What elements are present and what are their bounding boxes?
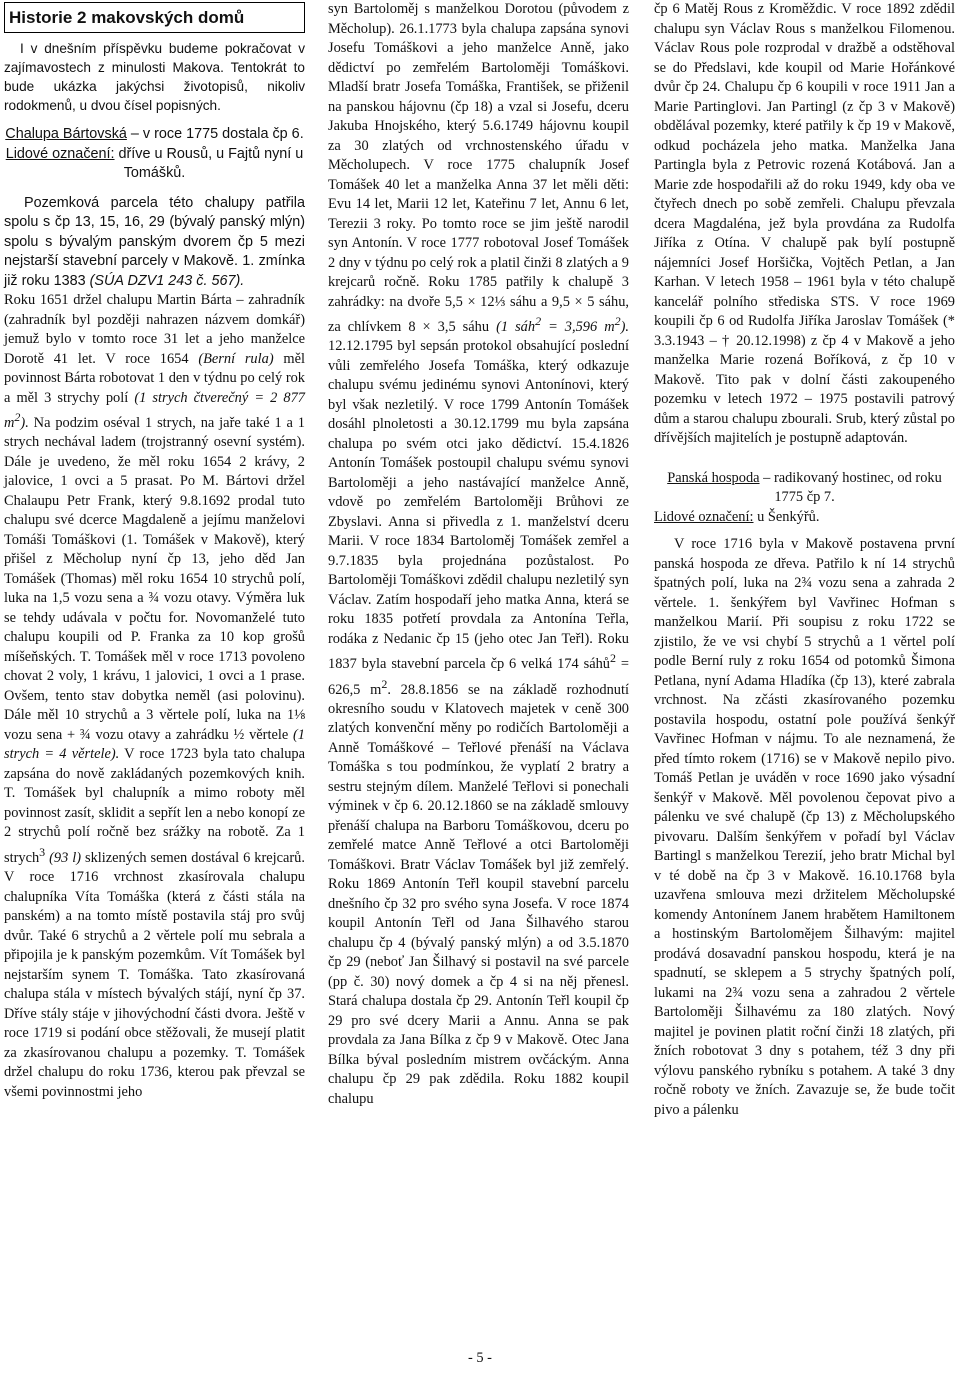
chalupa-parcel-paragraph (4, 194, 305, 292)
column-1 (4, 0, 305, 1102)
article-intro: I v dnešním příspěvku budeme pokračovat v zajímavostech z minulosti Makova. Tentokrát to bude ukázka jakýchsi životopisů, nikoliv rodokmenů, u dvou čísel popisných. (4, 41, 305, 113)
col1-text-a: Roku 1651 držel chalupu Martin Bárta – zahradník (zahradník byl později nahrazen názvem domkář) jemuž bylo v tomto roce 31 let a jeho manželce Dorotě 41 let. V roce 1654 (4, 292, 305, 367)
citation: (SÚA DZV1 243 č. 567). (89, 272, 245, 289)
section-heading-chalupa (4, 125, 305, 145)
hospoda-heading-rest: – radikovaný hostinec, od roku 1775 čp 7. (759, 469, 942, 505)
hospoda-alias (654, 508, 955, 528)
liters-note: (93 l) (49, 849, 82, 866)
col1-text-b: měl povinnost Bárta robotovat 1 den v týdnu po celý rok a měl 3 strychy polí (4, 350, 305, 406)
chalupa-alias (4, 145, 305, 184)
col1-text-c: Na podzim oséval 1 strych, na jaře také 1 a 1 strych nechával ladem (trojstranný osevní systém). Dále je uvedeno, že měl roku 1654 2 krávy, 2 jalovice, 1 ovci a 5 prasat. Po M. Bártovi držel Chalaupu Petr Frank, který 9.8.1692 prodal tuto chalupu své dcerce Magdaleně a jejímu manželovi Tomáši Tomáškovi (1. Tomášek v Makově), který přišel z Měcholup nyní čp 13, jeho děd Jan Tomášek (Thomas) měl roku 1654 10 strychů polí, luka na 1,5 vozu sena a ¾ vozu otavy. Výměra luk se tehdy udávala v počtu for. Novomanželé tuto chalupu koupili od P. Franka za 10 kop grošů míšeňských. T. Tomášek měl v roce 1713 povoleno chovat 2 voly, 1 krávu, 1 jalovici, 1 ovci a 1 prase. Ovšem, tento stav dobytka neměl (asi polovinu). Dále měl 10 strychů a 3 věrtele polí, luka na 1⅛ vozu sena + ¾ vozu otavy a zahrádku ½ věrtele (4, 414, 305, 743)
sah-note: (1 sáh$^2$ = 3,596 $m^2$). (496, 314, 629, 335)
col2-text-d: . 28.8.1856 se na základě rozhodnutí okresního soudu v Klatovech majetek v ceně 300 zlatých konvenční měny po rodičích Bartoloměji a Anně Tomáškové – Teřlové přenáší na Václava Tomáška s tou podmínkou, že vyplatí 2 bratry a sestru stejným dílem. Manželé Teřlovi si ponechali výminek v čp 6. 20.12.1860 se na základě smlouvy přenáší chalupa na Barboru Tomáškovou, dceru po zemřelé matce Anně Teřlové a otci Bartoloměji Tomáškovi. Bratr Václav Tomášek byl již zemřelý. Roku 1869 Antonín Teřl koupil stavební parcelu dnešního čp 32 pro svého syna Josefa. V roce 1874 koupil Antonín Teřl od Jana Šilhavého starou chalupu čp 4 (bývalý panský mlýn) a od 3.5.1870 čp 29 (neboť Jan Šilhavý si postavil na své parcele (pp č. 30) nový domek a čp 4 si na něj přenesl. Stará chalupa dostala čp 29. Antonín Teřl koupil čp 29 pro své dcery Marii a Annu. Anna se pak provdala za Jana Bílka z čp 9 v Makově. Otec Jana Bílka býval posledním mistrem ovčáckým. Anna chalupu čp 29 pak zdědila. Roku 1882 koupil chalupu (328, 681, 629, 1107)
section-heading-hospoda (654, 469, 955, 508)
hospoda-paragraph: V roce 1716 byla v Makově postavena první panská hospoda ze dřeva. Patřilo k ní 14 strychů špatných polí, luka na 2¾ vozu sena a zahrada 2 věrtele. 1. šenkýřem byl Vavřinec Hofman s manželkou Marií. Při soupisu z roku 1722 se zjistilo, že ve vsi chybí 5 strychů a 1 věrtel polí podle Berní ruly z roku 1654 od potomků Šimona Petlana, nyní Adama Hladíka (čp 13), které zabrala vrchnost. Na zčásti zkasírovaného pozemku postavila hospodu, ostatní pole používá šenkýř Vavřinec Hofman v nájmu. To ale neznamená, že před tímto rokem (1716) se v Makově nepilo pivo. Tomáš Petlan je uváděn v roce 1690 jako výsadní šenkýř v Makově. Měl povolenou čepovat pivo a pálenku ve své chalupě (čp 13) z Měcholupského pivovaru. Dalším šenkýřem v pořadí byl Václav Bartingl s manželkou Terezií, jeho bratr Michal byl v té době na čp 3 v Makově. 16.10.1768 byla uzavřena smlouva mezi držitelem Měcholupské komendy Antonínem Janem hrabětem Hamiltonem a hostinským Bartolomějem Šilhavým: majitel prodává dosavadní panskou hospodu, která je na spadnutí, se sklepem a 5 strychy špatných polí, lukami na 2¾ vozu sena a zahradou 2 věrtele Bartoloměji Šilhavému za 180 zlatých. Nový majitel je povinen platit roční činži 18 zlatých, při žních robotovat 3 dny s potahem, též 3 dny při výlovu panského rybníku s potahem. A také 3 dny ročně roboty ve žních. Zavazuje se, že bude točit pivo a pálenku (654, 536, 955, 1118)
page-number: - 5 - (468, 1350, 492, 1366)
sup-3: 3 (39, 844, 46, 859)
section-gap (654, 449, 955, 469)
chalupa-continued-paragraph: syn Bartoloměj s manželkou Dorotou (původem z Měcholup). 26.1.1773 byla chalupa zapsána synovi Josefu Tomáškovi a jeho manželce Anně, jako dědictví po zemřelém Bartoloměji Tomáškovi. Mladší bratr Josefa Tomáška, František, se přiženil na panskou hájovnu (čp 18) a vzal si Josefu, dceru Jakuba Hnojského, který 5.6.1749 hájovnu koupil za 30 zlatých od vrchnostenského úřadu v Měcholupech. V roce 1775 chalupník Josef Tomášek 40 let a manželka Anna 37 let měli děti: Evu 14 let, Marii 12 let, Kateřinu 7 let, Annu 6 let, Terezii 3 roky. Po tomto roce se jim ještě narodil syn Antonín. V roce 1777 robotoval Josef Tomášek 2 dny v týdnu po celý rok a platil činži 8 zlatých a 9 krejcarů ročně. Roku 1785 patřily k chalupě 3 zahrádky: na dvoře 5,5 × 12⅓ sáhu a 9,5 × 5 sáhu, za chlívkem 8 × 3,5 sáhu (1 sáh$^2$ = 3,596 $m^2$). 12.12.1795 byl sepsán protokol obsahující poslední vůli zemřelého Josefa Tomáška, který odkazuje chalupu svému jedinému synovi Antonínovi, který byl však nezletilý. V roce 1799 Antonín Tomášek dosáhl plnoletosti a 30.12.1799 mu byla zapsána chalupa po svém otci jako dědictví. 15.4.1826 Antonín Tomášek postoupil chalupu svému synovi Bartoloměji a jeho nastávající manželce Anně, vdově po zemřelém Bartoloměji Brůhovi ze Zbyslavi. Anna si přivedla z 1. manželství dceru Marii. V roce 1834 Bartoloměj Tomášek zemřel a 9.7.1835 byla projednána pozůstalost. Po Bartoloměji Tomáškovi zdědil chalupu nezletilý syn Václav. Zatím hospodaří jeho matka Anna, která se roku 1835 potřetí provdala za Antonína Teřla, rodáka z Nedanic čp 15 (jeho otec Jan Teřl). Roku 1837 byla stavební parcela čp 6 velká 174 sáhů$^2$ = 626,5 $m^2$. 28.8.1856 se na základě rozhodnutí okresního soudu v Klatovech majetek v ceně 300 zlatých konvenční měny po rodičích Bartoloměji a Anně Tomáškové – Teřlové přenáší na Václava Tomáška s tou podmínkou, že vyplatí 2 bratry a sestru stejným dílem. Manželé Teřlovi si ponechali výminek v čp 6. 20.12.1860 se na základě smlouvy přenáší chalupa na Barboru Tomáškovou, dceru po zemřelé matce Anně Teřlové a otci Bartoloměji Tomáškovi. Bratr Václav Tomášek byl již zemřelý. Roku 1869 Antonín Teřl koupil stavební parcelu dnešního čp 32 pro svého syna Josefa. V roce 1874 koupil Antonín Teřl od Jana Šilhavého starou chalupu čp 4 (bývalý panský mlýn) a od 3.5.1870 čp 29 (neboť Jan Šilhavý si postavil na své parcele (pp č. 30) nový domek a čp 4 si na něj přenesl. Stará chalupa dostala čp 29. Antonín Teřl koupil čp 29 pro své dcery Marii a Annu. Anna se pak provdala za Jana Bílka z čp 9 v Makově. Otec Jana Bílka býval posledním mistrem ovčáckým. Anna chalupu čp 29 pak zdědila. Roku 1882 koupil chalupu (328, 1, 629, 1107)
chalupa-heading-rest: – v roce 1775 dostala čp 6. (126, 126, 304, 142)
chalupa-history-paragraph (4, 291, 305, 1102)
col1-text-d: V roce 1723 byla tato chalupa zapsána do nově zakládaných pozemkových knih. T. Tomášek byl chalupník a mimo roboty měl povinnost zasít, sklidit a sepřít len a nebo konopí ze 2 strychů polí ročně bez srážky na robotě. Za 1 strych (4, 746, 305, 866)
col2-text-c: = 626,5 m (328, 656, 629, 698)
chalupa-alias-text: dříve u Rousů, u Fajtů nyní u Tomášků. (114, 145, 304, 181)
hospoda-alias-text: u Šenkýřů. (753, 508, 820, 525)
col2-text-b: 12.12.1795 byl sepsán protokol obsahující poslední vůli zemřelého Josefa Tomáška, který odkazuje chalupu svému jedinému synovi Antonínovi, který byl však nezletilý. V roce 1799 Antonín Tomášek dosáhl plnoletosti a 30.12.1799 mu byla zapsána chalupa po svém otci jako dědictví. 15.4.1826 Antonín Tomášek postoupil chalupu svému synovi Bartoloměji a jeho nastávající manželce Anně, vdově po zemřelém Bartoloměji Brůhovi ze Zbyslavi. Anna si přivedla z 1. manželství dceru Marii. V roce 1834 Bartoloměj Tomášek zemřel a 9.7.1835 byla projednána pozůstalost. Po Bartoloměji Tomáškovi zdědil chalupu nezletilý syn Václav. Zatím hospodaří jeho matka Anna, která se roku 1835 potřetí provdala za Antonína Teřla, rodáka z Nedanic čp 15 (jeho otec Jan Teřl). Roku 1837 byla stavební parcela čp 6 velká 174 sáhů (328, 338, 629, 673)
hospoda-alias-label: Lidové označení: (654, 508, 754, 525)
berni-rula-note: (Berní rula) (198, 350, 274, 367)
chalupa-name: Chalupa Bártovská (5, 126, 127, 142)
column-2 (328, 0, 629, 1109)
column-3 (654, 0, 955, 1120)
parcel-text: Pozemková parcela této chalupy patřila spolu s čp 13, 15, 16, 29 (bývalý panský mlýn) spolu s bývalým panským dvorem čp 5 mezi nejstarší stavební parcely v Makově. 1. zmínka již roku 1383 (4, 194, 305, 289)
chalupa-final-paragraph: čp 6 Matěj Rous z Kroměždic. V roce 1892 zdědil chalupu syn Václav Rous s manželkou Filomenou. Václav Rous pole rozprodal v dražbě a odstěhoval se do Předslavi, kde koupil od Marie Hořánkové dvůr čp 24. Chalupu čp 6 koupili v roce 1911 Jan a Marie Partinglovi. Jan Partingl (z čp 3 v Makově) obdělával pozemky, které patřily k čp 19 v Makově, odkud pocházela jeho matka. Manželka Jana Partingla byla z Petrovic rozená Kotábová. Jan a Marie zde hospodařili až do roku 1949, kdy oba ve čtyřech dnech po sobě zemřeli. Chalupu převzala dcera Magdaléna, jež byla provdána za Rudolfa Jiříka z Otína. V chalupě pak bylí postupně nájemníci Josef Horšička, Vojtěch Petlan, a Jan Karhan. V letech 1958 – 1961 byla v této chalupě kancelář polního střediska STS. V roce 1969 koupili čp 6 od Rudolfa Jiříka Jaroslav Tomášek (* 3.3.1943 – † 20.12.1998) z čp 4 v Makově a jeho manželka Marie rozená Boříková, z čp 10 v Makově. Tito pak v dolní části zakoupeného pozemku v letech 1972 – 1975 postavili patrový dům a starou chalupu zbourali. Srub, který zůstal po dřívějších majitelích je postupně adaptován. (654, 1, 955, 446)
chalupa-alias-label: Lidové označení: (5, 145, 115, 162)
col2-text-a: syn Bartoloměj s manželkou Dorotou (původem z Měcholup). 26.1.1773 byla chalupa zapsána synovi Josefu Tomáškovi a jeho manželce Anně, jako dědictví po zemřelém Bartoloměji Tomáškovi. Mladší bratr Josefa Tomáška, František, se přiženil na panskou hájovnu (čp 18) a vzal si Josefu, dceru Jakuba Hnojského, který 5.6.1749 hájovnu koupil za 30 zlatých od vrchnostenského úřadu v Měcholupech. V roce 1775 chalupník Josef Tomášek 40 let a manželka Anna 37 let měli děti: Evu 14 let, Marii 12 let, Kateřinu 7 let, Annu 6 let, Terezii 3 roky. Po tomto roce se jim ještě narodil syn Antonín. V roce 1777 robotoval Josef Tomášek 2 dny v týdnu po celý rok a platil činži 8 zlatých a 9 krejcarů ročně. Roku 1785 patřily k chalupě 3 zahrádky: na dvoře 5,5 × 12⅓ sáhu a 9,5 × 5 sáhu, za chlívkem 8 × 3,5 sáhu (328, 1, 629, 335)
vertel-note: (1 strych = 4 věrtele). (4, 726, 305, 763)
article-title: Historie 2 makovských domů (4, 2, 305, 33)
hospoda-name: Panská hospoda (667, 469, 760, 486)
strych-note: (1 strych čtverečný = 2 877 $m^2$). (4, 389, 305, 431)
col1-text-e: sklizených semen dostával 6 krejcarů. V roce 1716 vrchnost zkasírovala chalupu chalupníka Víta Tomáška (která z části stála na panském) a na tomto místě postavila stáj pro svůj dvůr. Také 6 strychů a 2 věrtele polí mu sebrala a připojila je k panským pozemkům. Vít Tomášek byl nejstarším synem T. Tomáška. Tato zkasírovaná chalupa stála v místech bývalých stájí, nyní čp 37. Dříve stály stáje v jihovýchodní části dvora. Ještě v roce 1719 si podání obce stěžovali, že musejí platit za zkasírovanou chalupu a pozemky. T. Tomášek držel chalupu do roku 1736, kterou pak převzal se všemi povinnostmi jeho (4, 849, 305, 1100)
